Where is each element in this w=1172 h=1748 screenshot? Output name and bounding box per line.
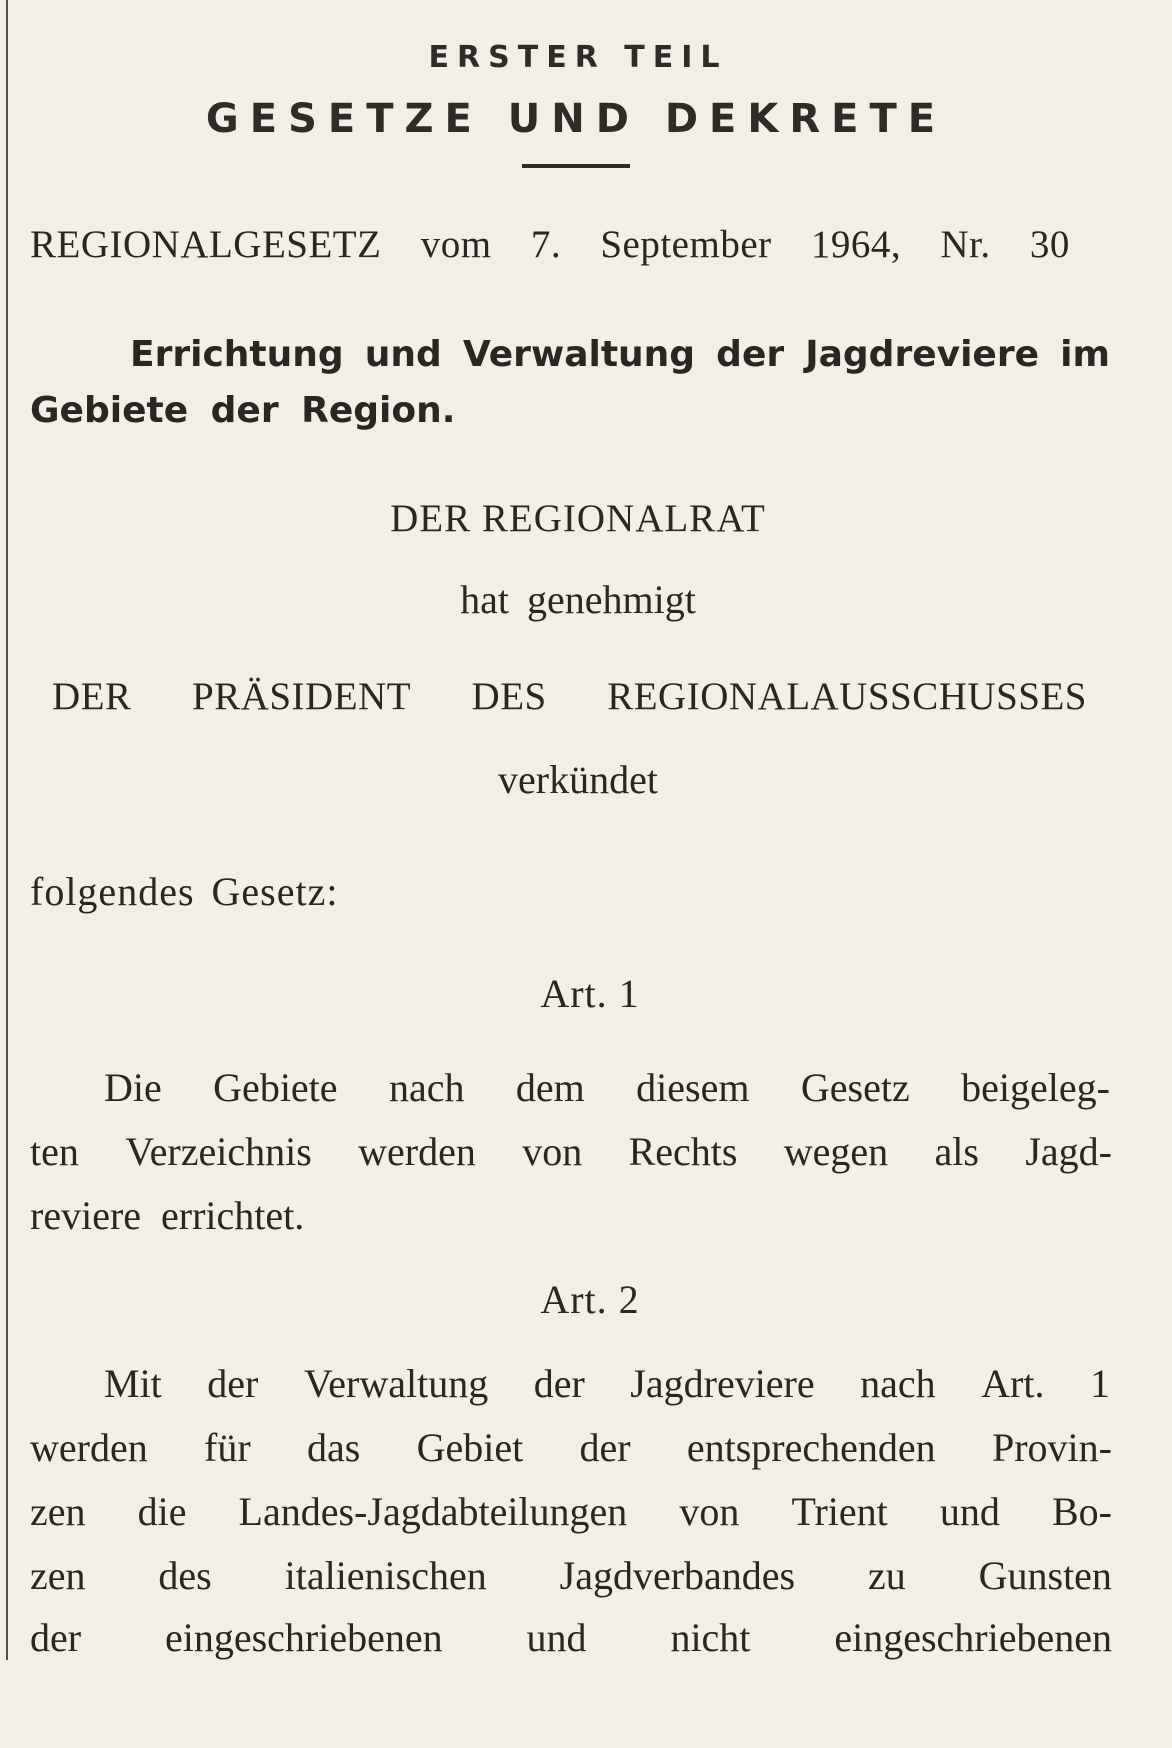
word: werden [30,1425,148,1470]
word: und [526,1615,587,1660]
word: von [679,1489,740,1534]
part-title: GESETZE UND DEKRETE [205,96,947,142]
word: Gebiete [213,1065,338,1110]
word: der [30,1615,82,1660]
article-1-line-1 [104,1064,1110,1111]
word: REGIONALAUSSCHUSSES [607,675,1087,718]
article-2-line-1 [104,1360,1110,1407]
word: ten [30,1129,79,1174]
word: Jagdverbandes [559,1553,796,1598]
enactment-following: folgendes Gesetz: [30,869,339,914]
word: Jagdreviere [805,334,1040,375]
word: Jagd- [1025,1129,1112,1174]
article-2-line-5 [30,1614,1112,1661]
article-2-line-2 [30,1424,1112,1471]
word: Trient [791,1489,888,1534]
article-1-line-2 [30,1128,1112,1175]
word: Gebiet [416,1425,524,1470]
article-2-line-4 [30,1552,1112,1599]
word: beigeleg- [961,1065,1110,1110]
word: nach [860,1361,936,1406]
word: eingeschriebenen [164,1615,443,1660]
article-1-title: Art. 1 [540,971,640,1016]
word: der [579,1425,631,1470]
enactment-president [52,674,1087,719]
word: Gunsten [978,1553,1112,1598]
word: und [939,1489,1000,1534]
word: von [522,1129,583,1174]
article-2-title: Art. 2 [540,1277,640,1322]
word: wegen [783,1129,889,1174]
enactment-council: DER REGIONALRAT [390,497,766,540]
word: September [600,223,772,266]
word: als [934,1129,979,1174]
word: 30 [1029,223,1070,266]
word: reviere errichtet. [30,1193,305,1238]
word: im [1060,334,1110,375]
word: diesem [636,1065,750,1110]
word: DES [471,675,547,718]
word: Die [104,1065,162,1110]
word: Bo- [1051,1489,1112,1534]
word: der [716,334,785,375]
word: Mit [104,1361,162,1406]
word: vom [420,223,492,266]
law-heading [30,222,1070,267]
part-label: ERSTER TEIL [428,40,728,75]
law-subject-line-2: Gebiete der Region. [30,390,456,431]
word: nach [388,1065,465,1110]
word: nicht [670,1615,751,1660]
article-1-line-3 [30,1192,304,1239]
word: die [137,1489,187,1534]
word: DER [52,675,132,718]
word: Provin- [991,1425,1112,1470]
word: 7. [530,223,562,266]
word: dem [515,1065,585,1110]
word: werden [358,1129,476,1174]
title-divider [522,164,630,168]
word: der [533,1361,585,1406]
law-subject-line-1 [130,334,1110,375]
word: zu [867,1553,906,1598]
word: Jagdreviere [630,1361,815,1406]
word: Rechts [628,1129,738,1174]
word: zen [30,1489,86,1534]
word: italienischen [284,1553,487,1598]
word: Errichtung [130,334,344,375]
word: zen [30,1553,86,1598]
word: entsprechenden [686,1425,936,1470]
word: Verwaltung [303,1361,489,1406]
word: der [207,1361,259,1406]
word: das [306,1425,361,1470]
word: Nr. [940,223,991,266]
word: 1 [1089,1361,1110,1406]
word: Gesetz [800,1065,910,1110]
word: REGIONALGESETZ [30,223,382,266]
word: des [158,1553,212,1598]
word: PRÄSIDENT [192,675,412,718]
word: und [364,334,442,375]
word: Verzeichnis [125,1129,312,1174]
word: 1964, [810,223,902,266]
word: Art. [981,1361,1045,1406]
enactment-promulgates: verkündet [498,757,658,802]
word: Verwaltung [462,334,696,375]
word: eingeschriebenen [834,1615,1112,1660]
enactment-approved: hat genehmigt [460,577,696,622]
word: für [204,1425,251,1470]
page-edge-rule [6,0,8,1660]
article-2-line-3 [30,1488,1112,1535]
word: Landes-Jagdabteilungen [238,1489,628,1534]
